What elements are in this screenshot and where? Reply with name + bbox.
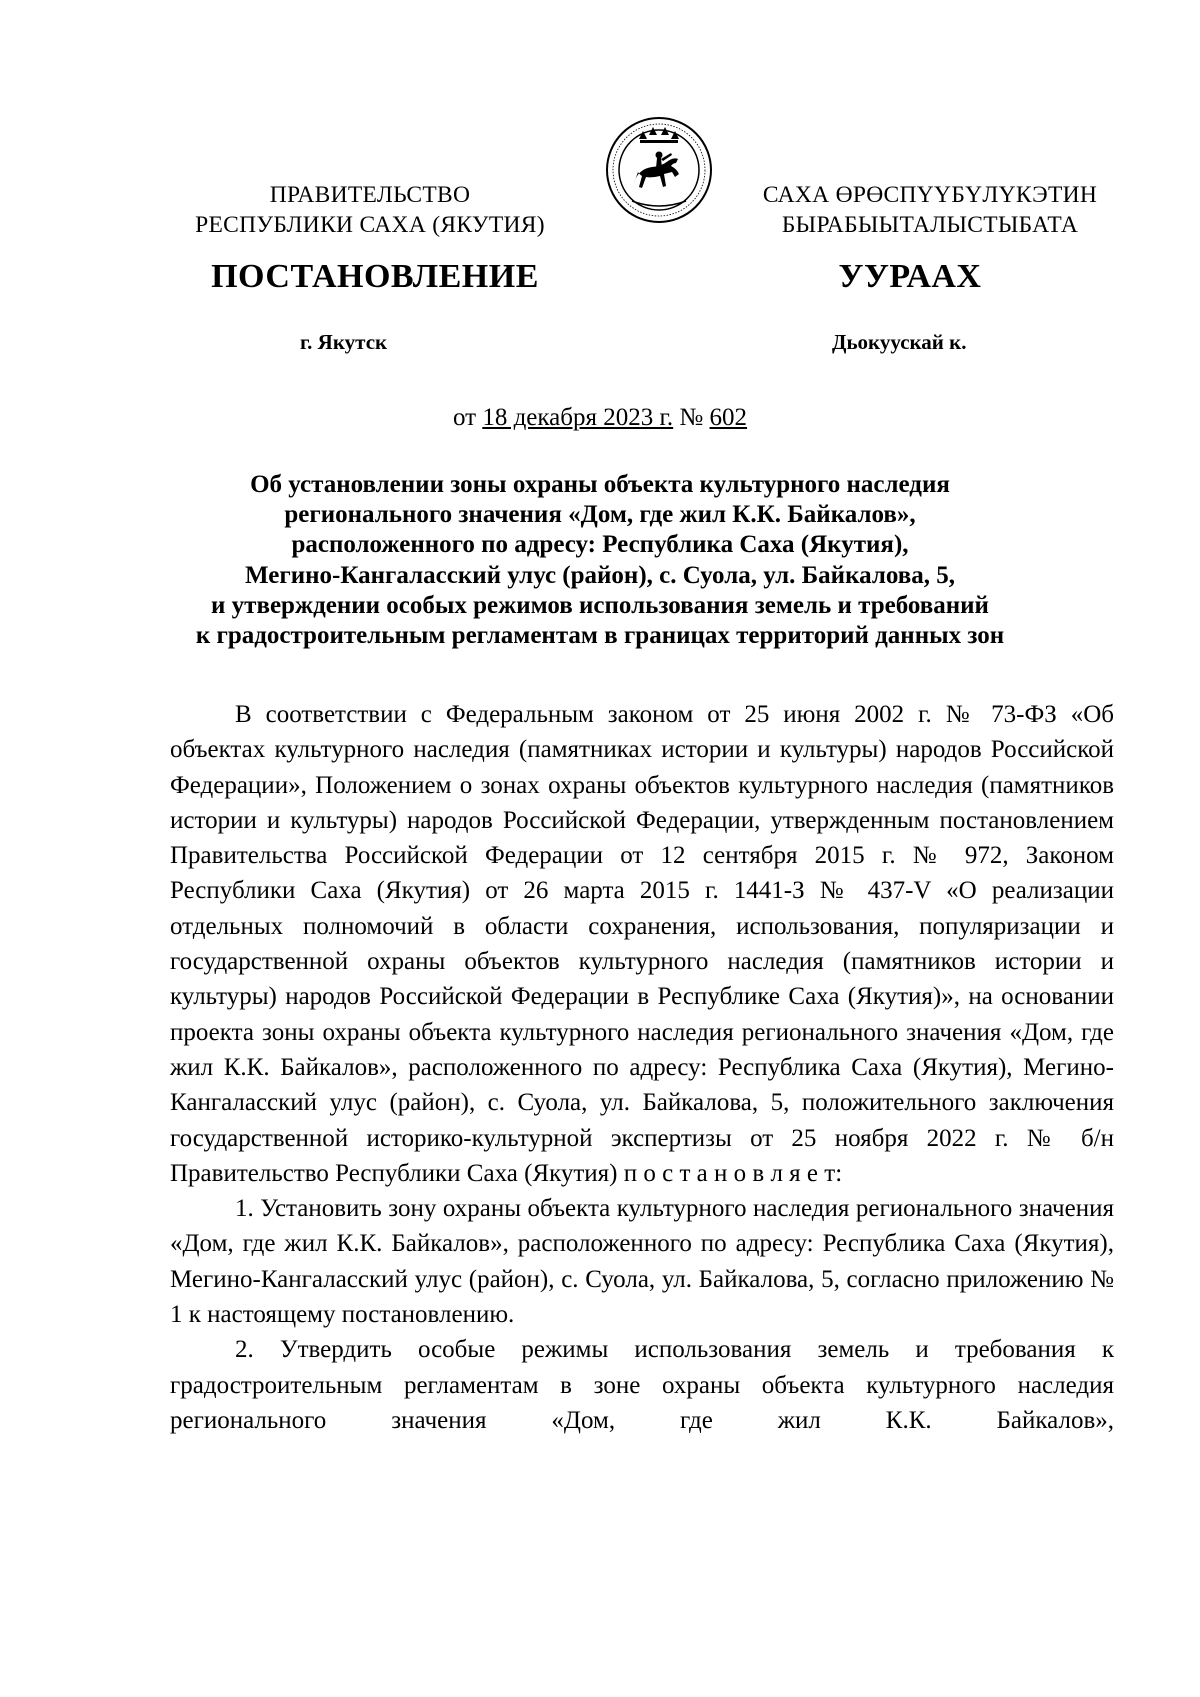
header-right-line-2: БЫРАБЫЫТАЛЫСТЫБАТА (781, 212, 1079, 238)
item-1-paragraph: 1. Установить зону охраны объекта культурного наследия регионального значения «Дом, где жил К.К. Байкалов», расположенного по адресу: Республика Саха (Якутия), Мегино-Кангаласский улус (район), с. Суола, ул. Байкалова, 5, согласно приложению № 1 к настоящему постановлению. (170, 1195, 1114, 1329)
decree-body (170, 697, 1114, 1438)
preamble-text: В соответствии с Федеральным законом от 25 июня 2002 г. № 73-ФЗ «Об объектах культурного наследия (памятниках истории и культуры) народов Российской Федерации», Положением о зонах охраны объектов культурного наследия (памятников истории и культуры) народов Российской Федерации, утвержденным постановлением Правительства Российской Федерации от 12 сентября 2015 г. № 972, Законом Республики Саха (Якутия) от 26 марта 2015 г. 1441-З № 437-V «О реализации отдельных полномочий в области сохранения, использования, популяризации и государственной охраны объектов культурного наследия (памятников истории и культуры) народов Российской Федерации в Республике Саха (Якутия)», на основании проекта зоны охраны объекта культурного наследия регионального значения «Дом, где жил К.К. Байкалов», расположенного по адресу: Республика Саха (Якутия), Мегино-Кангаласский улус (район), с. Суола, ул. Байкалова, 5, положительного заключения государственной историко-культурной экспертизы от 25 ноября 2022 г. № б/н Правительство Республики Саха (Якутия) (170, 701, 1114, 1187)
date-prefix: от (452, 404, 477, 431)
title-line: Об установлении зоны охраны объекта культурного наследия (250, 471, 950, 498)
coat-of-arms-icon (604, 115, 714, 225)
decree-type-russian: ПОСТАНОВЛЕНИЕ (211, 258, 539, 295)
number-sign: № (679, 404, 704, 431)
decree-date-line (0, 404, 1200, 432)
decree-title (150, 470, 1050, 651)
decree-type-yakut: УУРААХ (838, 258, 982, 295)
resolves-text: п о с т а н о в л я е т: (623, 1159, 843, 1187)
title-line: расположенного по адресу: Республика Саха (Якутия), (291, 531, 909, 559)
header-right-line-1: САХА ӨРӨСПҮҮБҮЛҮКЭТИН (762, 182, 1098, 208)
header-left-line-2: РЕСПУБЛИКИ САХА (ЯКУТИЯ) (195, 212, 545, 238)
city-russian: г. Якутск (300, 330, 388, 354)
decree-number: 602 (709, 404, 748, 431)
decree-date: 18 декабря 2023 г. (482, 404, 674, 431)
city-yakut: Дьокуускай к. (832, 330, 967, 354)
title-line: к градостроительным регламентам в границах территорий данных зон (195, 622, 1005, 650)
item-2-paragraph: 2. Утвердить особые режимы использования земель и требования к градостроительным регламентам в зоне охраны объекта культурного наследия регионального значения «Дом, где жил К.К. Байкалов», (170, 1336, 1114, 1434)
preamble-paragraph (170, 697, 1114, 1191)
header-left-line-1: ПРАВИТЕЛЬСТВО (269, 182, 471, 208)
government-name-yakut (740, 180, 1120, 240)
title-line: Мегино-Кангаласский улус (район), с. Суола, ул. Байкалова, 5, (245, 561, 955, 589)
title-line: регионального значения «Дом, где жил К.К. Байкалов», (284, 501, 916, 529)
government-name-russian (170, 180, 570, 240)
title-line: и утверждении особых режимов использования земель и требований (211, 591, 989, 619)
